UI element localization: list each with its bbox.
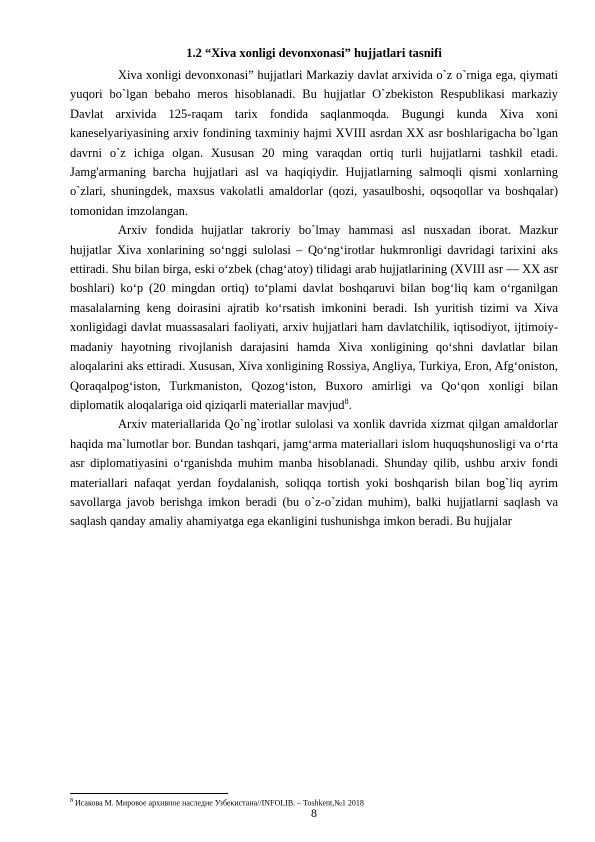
page-number: 8 [311, 806, 317, 820]
paragraph-3: Arxiv materiallarida Qo`ng`irotlar sulolasi va xonlik davrida xizmat qilgan amaldorlar haqida ma`lumotlar bor. Bundan tashqari, jamg‘arma materiallari islom huquqshunosligi va o‘rta asr diplomatiyasini o‘rganishda muhim manba hisoblanadi. Shunday qilib, ushbu arxiv fondi materiallari nafaqat yerdan foydalanish, soliqqa tortish yoki boshqarish bilan bog`liq ayrim savollarga javob berishga imkon beradi (bu o`z-o`zidan muhim), balki hujjatlarni saqlash va saqlash qanday amaliy ahamiyatga ega ekanligini tushunishga imkon beradi. Bu hujjalar [70, 417, 558, 529]
body-text [70, 66, 558, 532]
paragraph-2-text: Arxiv fondida hujjatlar takroriy bo`lmay hammasi asl nusxadan iborat. Mazkur hujjatlar Xiva xonlarining so‘nggi sulolasi – Qo‘ng‘irotlar hukmronligi davridagi tarixini aks ettiradi. Shu bilan birga, eski o‘zbek (chag‘atoy) tilidagi arab hujjatlarining (XVIII asr — XX asr boshlari) ko‘p (20 mingdan ortiq) to‘plami davlat boshqaruvi bilan bog‘liq kam o‘rganilgan masalalarning keng doirasini ajratib ko‘rsatish imkonini beradi. Ish yuritish tizimi va Xiva xonligidagi davlat muassasalari faoliyati, arxiv hujjatlari ham davlatchilik, iqtisodiyot, ijtimoiy-madaniy hayotning rivojlanish darajasini hamda Xiva xonligining qo‘shni davlatlar bilan aloqalarini aks ettiradi. Xususan, Xiva xonligining Rossiya, Angliya, Turkiya, Eron, Afg‘oniston, Qoraqalpog‘iston, Turkmaniston, Qozog‘iston, Buxoro amirligi va Qo‘qon xonligi bilan diplomatik aloqalariga oid qiziqarli materiallar mavjud [70, 223, 558, 412]
footnote-marker: 8 [70, 798, 73, 804]
footnote-text: Исакова М. Мировое архивное наследие Узбекистана//INFOLIB. – Toshkent,№1 2018 [75, 798, 364, 808]
paragraph-1: Xiva xonligi devonxonasi” hujjatlari Markaziy davlat arxivida o`z o`rniga ega, qiymati yuqori bo`lgan bebaho meros hisoblanadi. Bu hujjatlar O`zbekiston Respublikasi markaziy Davlat arxivida 125-raqam tarix fondida saqlanmoqda. Bugungi kunda Xiva xoni kaneselyariyasining arxiv fondining taxminiy hajmi XVIII asrdan XX asr boshlarigacha bo`lgan davrni o`z ichiga olgan. Xususan 20 ming varaqdan ortiq turli hujjatlarni tashkil etadi. Jamg'armaning barcha hujjatlari asl va haqiqiydir. Hujjatlarning salmoqli qismi xonlarning o`zlari, shuningdek, maxsus vakolatli amaldorlar (qozi, yasaulboshi, oqsoqollar va boshqalar) tomonidan imzolangan. [70, 68, 558, 218]
section-heading: 1.2 “Xiva xonligi devonxonasi” hujjatlari tasnifi [186, 46, 442, 60]
paragraph-2: Arxiv fondida hujjatlar takroriy bo`lmay hammasi asl nusxadan iborat. Mazkur hujjatlar Xiva xonlarining so‘nggi sulolasi – Qo‘ng‘irotlar hukmronligi davridagi tarixini aks ettiradi. Shu bilan birga, eski o‘zbek (chag‘atoy) tilidagi arab hujjatlarining (XVIII asr — XX asr boshlari) ko‘p (20 mingdan ortiq) to‘plami davlat boshqaruvi bilan bog‘liq kam o‘rganilgan masalalarning keng doirasini ajratib ko‘rsatish imkonini beradi. Ish yuritish tizimi va Xiva xonligidagi davlat muassasalari faoliyati, arxiv hujjatlari ham davlatchilik, iqtisodiyot, ijtimoiy-madaniy hayotning rivojlanish darajasini hamda Xiva xonligining qo‘shni davlatlar bilan aloqalarini aks ettiradi. Xususan, Xiva xonligining Rossiya, Angliya, Turkiya, Eron, Afg‘oniston, Qoraqalpog‘iston, Turkmaniston, Qozog‘iston, Buxoro amirligi va Qo‘qon xonligi bilan diplomatik aloqalariga oid qiziqarli materiallar mavjud$^8$. [70, 223, 558, 412]
footnote-divider [70, 793, 228, 794]
footnote-reference: 8 [344, 396, 349, 406]
